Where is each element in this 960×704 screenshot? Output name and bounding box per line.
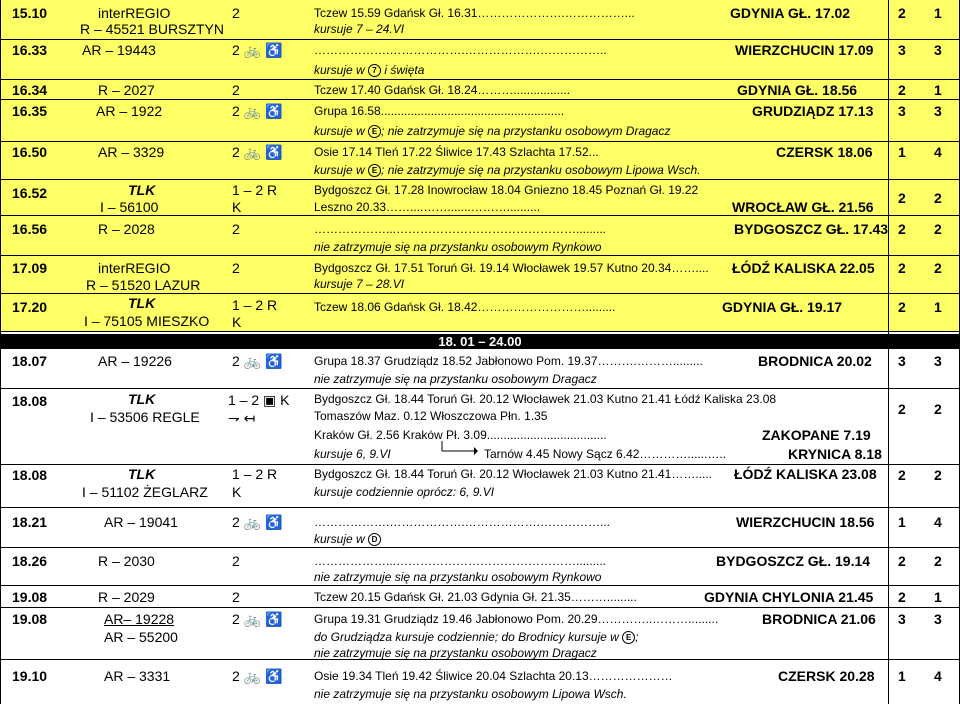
table-row [0, 349, 960, 389]
class-info: 1 – 2 ▣ K [228, 392, 290, 408]
running-note [314, 631, 639, 644]
train-category: TLK [128, 466, 156, 482]
departure-time: 16.33 [12, 42, 48, 58]
time-period-header: 18. 01 – 24.00 [0, 334, 960, 349]
running-note [314, 64, 424, 77]
track: 1 [934, 82, 942, 98]
track: 4 [934, 144, 942, 160]
train-number: R – 2029 [98, 589, 155, 605]
train-number: AR – 19226 [98, 353, 172, 369]
class-info: 2 🚲 ♿ [232, 514, 283, 530]
destination: BYDGOSZCZ GŁ. 19.14 [716, 553, 871, 569]
class-info: 2 [232, 5, 240, 21]
running-note [314, 164, 701, 177]
note-suffix: ; nie zatrzymuje się na przystanku osobowym Lipowa Wsch. [381, 163, 701, 177]
class-info: 2 [232, 260, 240, 276]
track: 2 [934, 221, 942, 237]
note-prefix: kursuje w [314, 163, 365, 177]
track: 3 [934, 611, 942, 627]
departure-time: 18.08 [12, 467, 48, 483]
running-note: kursuje 7 – 28.VI [314, 277, 405, 291]
route: ……………….……………….……………….……………... [314, 515, 611, 529]
class-info: 2 [232, 221, 240, 237]
track: 4 [934, 668, 942, 684]
departure-time: 18.26 [12, 553, 48, 569]
class-info: 2 🚲 ♿ [232, 668, 283, 684]
train-number: AR – 3329 [98, 144, 165, 160]
note-prefix: do Grudziądza kursuje codziennie; do Brodnicy kursuje w [314, 630, 619, 644]
running-note: kursuje 7 – 24.VI [314, 22, 405, 36]
train-number: R – 2030 [98, 553, 155, 569]
destination: ŁÓDŹ KALISKA 22.05 [732, 260, 875, 276]
column-divider [888, 0, 889, 704]
running-note: kursuje 6, 9.VI [314, 447, 391, 461]
table-row [0, 608, 960, 660]
train-number-2: AR – 55200 [104, 629, 178, 645]
train-category: TLK [128, 295, 156, 311]
destination: GDYNIA GŁ. 19.17 [722, 299, 843, 315]
platform: 2 [898, 467, 906, 483]
platform: 2 [898, 221, 906, 237]
departure-time: 19.10 [12, 668, 48, 684]
note-suffix: ; nie zatrzymuje się na przystanku osobowym Dragacz [381, 124, 671, 138]
class-info: 2 🚲 ♿ [232, 144, 283, 160]
route: Tczew 20.15 Gdańsk Gł. 21.03 Gdynia Gł. 21.35………......... [314, 590, 637, 604]
departure-time: 18.07 [12, 353, 48, 369]
platform: 1 [898, 514, 906, 530]
destination: WIERZCHUCIN 18.56 [736, 514, 875, 530]
table-row [0, 142, 960, 180]
route: Bydgoszcz Gł. 18.44 Toruń Gł. 20.12 Włocławek 21.03 Kutno 21.41 Łódź Kaliska 23.08 [314, 392, 777, 406]
class-info: 1 – 2 R [232, 466, 278, 482]
route: Tczew 18.06 Gdańsk Gł. 18.42………………………......... [314, 300, 616, 314]
train-category: TLK [128, 391, 156, 407]
train-category: interREGIO [98, 260, 171, 276]
column-divider [0, 0, 1, 704]
running-note: nie zatrzymuje się na przystanku osobowym Rynkowo [314, 240, 602, 254]
table-row [0, 465, 960, 508]
route: Tczew 17.40 Gdańsk Gł. 18.24………................. [314, 83, 571, 97]
departure-time: 19.08 [12, 611, 48, 627]
platform: 3 [898, 611, 906, 627]
destination: CZERSK 20.28 [778, 668, 875, 684]
table-row [0, 294, 960, 332]
train-number: I – 75105 MIESZKO [84, 313, 210, 329]
platform: 2 [898, 401, 906, 417]
train-number: R – 2027 [98, 82, 155, 98]
destination: BYDGOSZCZ GŁ. 17.43 [734, 221, 889, 237]
table-row [0, 180, 960, 216]
track: 1 [934, 5, 942, 21]
note-suffix: i święta [384, 63, 425, 77]
table-row [0, 389, 960, 465]
class-info: 2 🚲 ♿ [232, 42, 283, 58]
departure-time: 16.35 [12, 103, 48, 119]
departure-time: 16.34 [12, 82, 48, 98]
track: 2 [934, 260, 942, 276]
train-number: AR – 19041 [104, 514, 178, 530]
train-number: AR – 1922 [96, 103, 163, 119]
train-number: R – 2028 [98, 221, 155, 237]
table-row [0, 40, 960, 80]
destination: GDYNIA CHYLONIA 21.45 [704, 589, 874, 605]
platform: 1 [898, 144, 906, 160]
class-info: 2 [232, 589, 240, 605]
departure-time: 16.52 [12, 185, 48, 201]
track: 1 [934, 589, 942, 605]
platform: 2 [898, 589, 906, 605]
class-info: 2 🚲 ♿ [232, 611, 283, 627]
running-note-2: nie zatrzymuje się na przystanku osobowym Dragacz [314, 646, 597, 660]
table-row [0, 660, 960, 704]
branch-route: Tarnów 4.45 Nowy Sącz 6.42…………......….. [484, 447, 727, 461]
table-row [0, 548, 960, 586]
route: Osie 17.14 Tleń 17.22 Śliwice 17.43 Szlachta 17.52... [314, 145, 599, 159]
note-suffix: ; [635, 630, 639, 644]
route: ………………...………………………………………......... [314, 222, 607, 236]
note-prefix: kursuje w [314, 63, 365, 77]
branch-arrow-icon [440, 441, 478, 457]
track: 2 [934, 401, 942, 417]
running-note [314, 533, 381, 546]
day-symbol-icon: E [368, 164, 381, 177]
departure-time: 16.56 [12, 221, 48, 237]
track: 1 [934, 299, 942, 315]
train-number: AR – 19443 [82, 42, 156, 58]
platform: 2 [898, 190, 906, 206]
running-note: nie zatrzymuje się na przystanku osobowym Dragacz [314, 372, 597, 386]
destination: GDYNIA GŁ. 17.02 [730, 5, 851, 21]
departure-time: 19.08 [12, 589, 48, 605]
platform: 3 [898, 353, 906, 369]
departure-time: 17.09 [12, 260, 48, 276]
destination: ZAKOPANE 7.19 [762, 427, 871, 443]
departure-time: 18.08 [12, 393, 48, 409]
day-symbol-icon: E [368, 125, 381, 138]
route: Bydgoszcz Gł. 18.44 Toruń Gł. 20.12 Włocławek 21.03 Kutno 21.41……..... [314, 467, 712, 481]
sleeper-icons: ⇁ ↤ [228, 410, 256, 426]
track: 2 [934, 553, 942, 569]
platform: 2 [898, 299, 906, 315]
track: 3 [934, 103, 942, 119]
running-note: nie zatrzymuje się na przystanku osobowym Lipowa Wsch. [314, 687, 627, 701]
route: Osie 19.34 Tleń 19.42 Śliwice 20.04 Szlachta 20.13………………… [314, 669, 673, 683]
platform: 1 [898, 668, 906, 684]
train-number: I – 53506 REGLE [90, 409, 200, 425]
train-number: AR– 19228 [104, 611, 175, 627]
day-symbol-icon: D [368, 533, 381, 546]
track: 2 [934, 190, 942, 206]
route-continued: Leszno 20.33……....…….......……….......... [314, 200, 541, 214]
destination: GRUDZIĄDZ 17.13 [752, 103, 874, 119]
departure-time: 16.50 [12, 144, 48, 160]
destination: WIERZCHUCIN 17.09 [735, 42, 874, 58]
day-symbol-icon: 7 [368, 64, 381, 77]
table-row [0, 0, 960, 40]
table-row [0, 586, 960, 608]
platform: 2 [898, 260, 906, 276]
branch-destination: KRYNICA 8.18 [788, 446, 882, 462]
departure-time: 15.10 [12, 5, 48, 21]
route: ………………...………………………………………......... [314, 554, 607, 568]
track: 3 [934, 42, 942, 58]
platform: 2 [898, 553, 906, 569]
class-extra: K [232, 484, 242, 500]
route: Bydgoszcz Gł. 17.51 Toruń Gł. 19.14 Włocławek 19.57 Kutno 20.34…….... [314, 261, 709, 275]
track: 3 [934, 353, 942, 369]
class-extra: K [232, 314, 242, 330]
departure-time: 17.20 [12, 299, 48, 315]
note-prefix: kursuje w [314, 124, 365, 138]
route: Bydgoszcz Gł. 17.28 Inowrocław 18.04 Gniezno 18.45 Poznań Gł. 19.22 [314, 183, 699, 197]
table-row [0, 80, 960, 100]
track: 4 [934, 514, 942, 530]
train-number: I – 56100 [100, 199, 159, 215]
train-number: AR – 3331 [104, 668, 171, 684]
destination: WROCŁAW GŁ. 21.56 [732, 199, 874, 215]
platform: 2 [898, 82, 906, 98]
table-row [0, 256, 960, 294]
route: Grupa 18.37 Grudziądz 18.52 Jabłonowo Pom. 19.37……….………......... [314, 354, 703, 368]
route: Grupa 16.58....................................................... [314, 104, 565, 118]
class-info: 1 – 2 R [232, 297, 278, 313]
train-number: R – 45521 BURSZTYN [80, 21, 224, 37]
route-continued-2: Kraków Gł. 2.56 Kraków Pł. 3.09.................................... [314, 428, 607, 442]
platform: 3 [898, 103, 906, 119]
route: Tczew 15.59 Gdańsk Gł. 16.31………………….……………... [314, 6, 635, 20]
platform: 3 [898, 42, 906, 58]
departure-time: 18.21 [12, 514, 48, 530]
platform: 2 [898, 5, 906, 21]
train-number: R – 51520 LAZUR [86, 277, 201, 293]
running-note: kursuje codziennie oprócz: 6, 9.VI [314, 485, 495, 499]
table-row [0, 216, 960, 256]
route: ……………….……………….……………….…………….. [314, 43, 607, 57]
class-info: 2 🚲 ♿ [232, 353, 283, 369]
destination: GDYNIA GŁ. 18.56 [737, 82, 858, 98]
running-note: nie zatrzymuje się na przystanku osobowym Rynkowo [314, 570, 602, 584]
class-info: 2 [232, 82, 240, 98]
table-row [0, 100, 960, 142]
route-continued: Tomaszów Maz. 0.12 Włoszczowa Płn. 1.35 [314, 409, 548, 423]
destination: CZERSK 18.06 [776, 144, 873, 160]
day-symbol-icon: E [622, 631, 635, 644]
running-note [314, 125, 670, 138]
track: 2 [934, 467, 942, 483]
destination: BRODNICA 20.02 [758, 353, 872, 369]
class-info: 2 [232, 553, 240, 569]
class-info: 2 🚲 ♿ [232, 103, 283, 119]
destination: ŁÓDŹ KALISKA 23.08 [734, 466, 877, 482]
destination: BRODNICA 21.06 [762, 611, 876, 627]
class-extra: K [232, 199, 242, 215]
train-category: TLK [128, 182, 156, 198]
class-info: 1 – 2 R [232, 182, 278, 198]
train-category: interREGIO [98, 5, 171, 21]
table-row [0, 508, 960, 548]
route: Grupa 19.31 Grudziądz 19.46 Jabłonowo Pom. 20.29…………..………......... [314, 612, 719, 626]
note-prefix: kursuje w [314, 532, 365, 546]
train-number: I – 51102 ŻEGLARZ [82, 484, 208, 500]
